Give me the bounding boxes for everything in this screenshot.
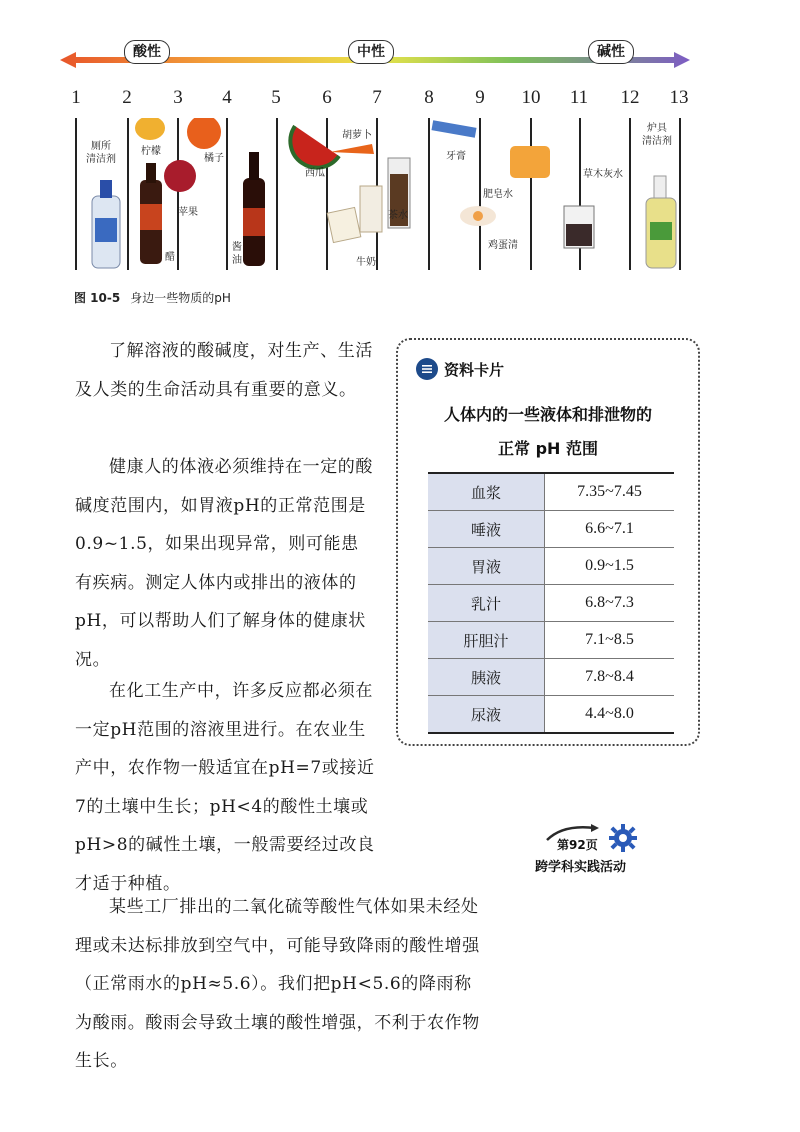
ph-range: 7.35~7.45: [545, 473, 675, 511]
soy-sauce-bottle-image: [243, 152, 265, 266]
table-row: [428, 473, 674, 511]
carrot-image: [330, 144, 374, 154]
figure-number: 图 10-5: [74, 291, 121, 305]
acidic-label: 酸性: [124, 40, 170, 64]
ph-number: 7: [372, 87, 382, 108]
item-label: 鸡蛋清: [488, 240, 518, 251]
ph-range-table: [428, 472, 674, 734]
item-label: 肥皂水: [483, 189, 513, 200]
ph-number: 1: [71, 87, 81, 108]
apple-image: [164, 160, 196, 192]
cross-reference-title: 跨学科实践活动: [535, 860, 627, 875]
soap-image: [510, 146, 550, 178]
paragraph: 健康人的体液必须维持在一定的酸碱度范围内，如胃液pH的正常范围是0.9~1.5，如果出现异常，则可能患有疾病。测定人体内或排出的液体的pH，可以帮助人们了解身体的健康状况。: [75, 457, 373, 670]
table-row: [428, 511, 674, 548]
orange-image: [187, 118, 221, 149]
lemon-image: [135, 118, 165, 140]
stove-cleaner-spray-image: [646, 176, 676, 268]
ph-range: 6.6~7.1: [545, 511, 675, 548]
document-icon: [416, 358, 438, 380]
scale-divider: [75, 118, 77, 270]
item-label: 茶水: [388, 210, 408, 221]
ph-range: 4.4~8.0: [545, 696, 675, 734]
fluid-name: 尿液: [428, 696, 545, 734]
fluid-name: 乳汁: [428, 585, 545, 622]
item-label: 草木灰水: [583, 169, 623, 180]
item-label: 牛奶: [356, 257, 376, 268]
ph-number: 2: [122, 87, 132, 108]
fluid-name: 胰液: [428, 659, 545, 696]
figure-caption: [74, 289, 241, 306]
cross-reference-link[interactable]: [535, 820, 645, 880]
item-label: 炉具 清洁剂: [642, 123, 672, 147]
product-illustrations: [80, 118, 685, 273]
paragraph: 某些工厂排出的二氧化硫等酸性气体如果未经处理或未达标排放到空气中，可能导致降雨的酸性增强（正常雨水的pH≈5.6）。我们把pH<5.6的降雨称为酸雨。酸雨会导致土壤的酸性增强，不利于农作物生长。: [75, 897, 480, 1071]
neutral-label: 中性: [348, 40, 394, 64]
info-card-label: 资料卡片: [444, 360, 505, 379]
ph-number: 8: [424, 87, 434, 108]
figure-caption-text: 身边一些物质的pH: [130, 291, 231, 305]
item-label: 苹果: [178, 207, 198, 218]
vinegar-bottle-image: [140, 163, 162, 264]
ph-number: 10: [521, 87, 541, 108]
info-card-subtitle: 正常 pH 范围: [498, 439, 598, 458]
table-row: [428, 585, 674, 622]
ph-number: 3: [173, 87, 183, 108]
paragraph: 在化工生产中，许多反应都必须在一定pH范围的溶液里进行。在农业生产中，农作物一般适宜在pH=7或接近7的土壤中生长；pH<4的酸性土壤或pH>8的碱性土壤，一般需要经过改良才适于种植。: [75, 681, 375, 894]
ph-range: 0.9~1.5: [545, 548, 675, 585]
fluid-name: 唾液: [428, 511, 545, 548]
cross-reference-page: 第92页: [557, 838, 598, 852]
item-label: 厕所 清洁剂: [86, 141, 116, 165]
ph-number: 6: [322, 87, 332, 108]
ph-range: 7.1~8.5: [545, 622, 675, 659]
ph-number: 9: [475, 87, 485, 108]
table-row: [428, 659, 674, 696]
milk-carton-image: [327, 186, 382, 243]
info-card: [396, 338, 700, 746]
item-label: 酱 油: [232, 242, 242, 266]
ph-number: 13: [669, 87, 689, 108]
item-label: 柠檬: [141, 146, 161, 157]
fluid-name: 血浆: [428, 473, 545, 511]
ph-range: 6.8~7.3: [545, 585, 675, 622]
ph-range: 7.8~8.4: [545, 659, 675, 696]
ph-number: 4: [222, 87, 232, 108]
plant-ash-water-image: [564, 206, 594, 248]
item-label: 醋: [165, 252, 175, 263]
ph-number: 5: [271, 87, 281, 108]
info-card-header: [416, 358, 504, 380]
basic-label: 碱性: [588, 40, 634, 64]
item-label: 西瓜: [305, 168, 325, 179]
fluid-name: 肝胆汁: [428, 622, 545, 659]
ph-number: 11: [569, 87, 589, 108]
item-label: 胡萝卜: [342, 130, 372, 141]
table-row: [428, 548, 674, 585]
toothpaste-image: [431, 120, 476, 137]
ph-number: 12: [620, 87, 640, 108]
gear-icon: [609, 824, 637, 852]
fluid-name: 胃液: [428, 548, 545, 585]
item-label: 牙膏: [446, 151, 466, 162]
info-card-title: 人体内的一些液体和排泄物的: [443, 405, 652, 424]
watermelon-image: [290, 126, 339, 168]
paragraph: 了解溶液的酸碱度，对生产、生活及人类的生命活动具有重要的意义。: [75, 341, 373, 400]
item-label: 橘子: [204, 153, 224, 164]
toilet-cleaner-image: [92, 180, 120, 268]
table-row: [428, 696, 674, 734]
table-row: [428, 622, 674, 659]
